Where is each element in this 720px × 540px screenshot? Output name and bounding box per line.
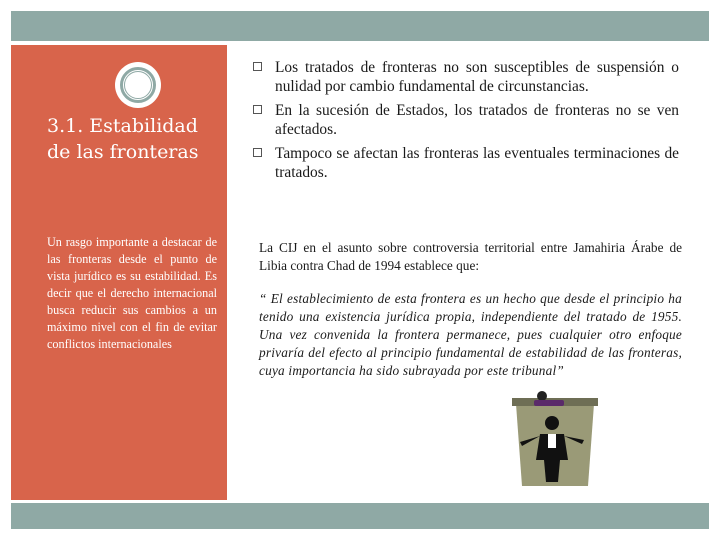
checkbox-bullet-icon: [253, 62, 262, 71]
bullet-text: Tampoco se afectan las fronteras las eventuales terminaciones de tratados.: [275, 145, 679, 181]
bullet-item: [251, 58, 679, 96]
top-banner-bar: [11, 11, 709, 41]
speaker-head: [545, 416, 559, 430]
decorative-ring-icon: [115, 62, 161, 108]
speaker-shirt: [548, 434, 556, 448]
bullet-text: En la sucesión de Estados, los tratados de fronteras no se ven afectados.: [275, 102, 679, 138]
figure-head: [537, 391, 547, 401]
sidebar-description: Un rasgo importante a destacar de las fronteras desde el punto de vista jurídico es su estabilidad. Es decir que el derecho internacional busca reducir sus cambios a un máximo nivel con el fin de evitar conflictos internacionales: [47, 235, 217, 351]
sidebar-panel: [11, 45, 227, 500]
cij-paragraph: La CIJ en el asunto sobre controversia territorial entre Jamahiria Árabe de Libia contra Chad de 1994 establece que:: [259, 240, 682, 273]
bullet-list: [251, 58, 679, 187]
slide-title: 3.1. Estabilidad de las fronteras: [47, 115, 199, 163]
court-quote: “ El establecimiento de esta frontera es un hecho que desde el principio ha tenido una existencia jurídica propia, independiente del tratado de 1955. Una vez convenida la frontera permanece, pues cualquier otro enfoque privaría del efecto al principio fundamental de estabilidad de las fronteras, cuya importancia ha sido subrayada por este tribunal”: [259, 291, 682, 378]
checkbox-bullet-icon: [253, 148, 262, 157]
speaker-podium-clipart: [510, 390, 600, 486]
figure-body: [534, 400, 564, 406]
bullet-text: Los tratados de fronteras no son susceptibles de suspensión o nulidad por cambio fundamental de circunstancias.: [275, 59, 679, 95]
bullet-item: [251, 101, 679, 139]
bottom-banner-bar: [11, 503, 709, 529]
bullet-item: [251, 144, 679, 182]
checkbox-bullet-icon: [253, 105, 262, 114]
